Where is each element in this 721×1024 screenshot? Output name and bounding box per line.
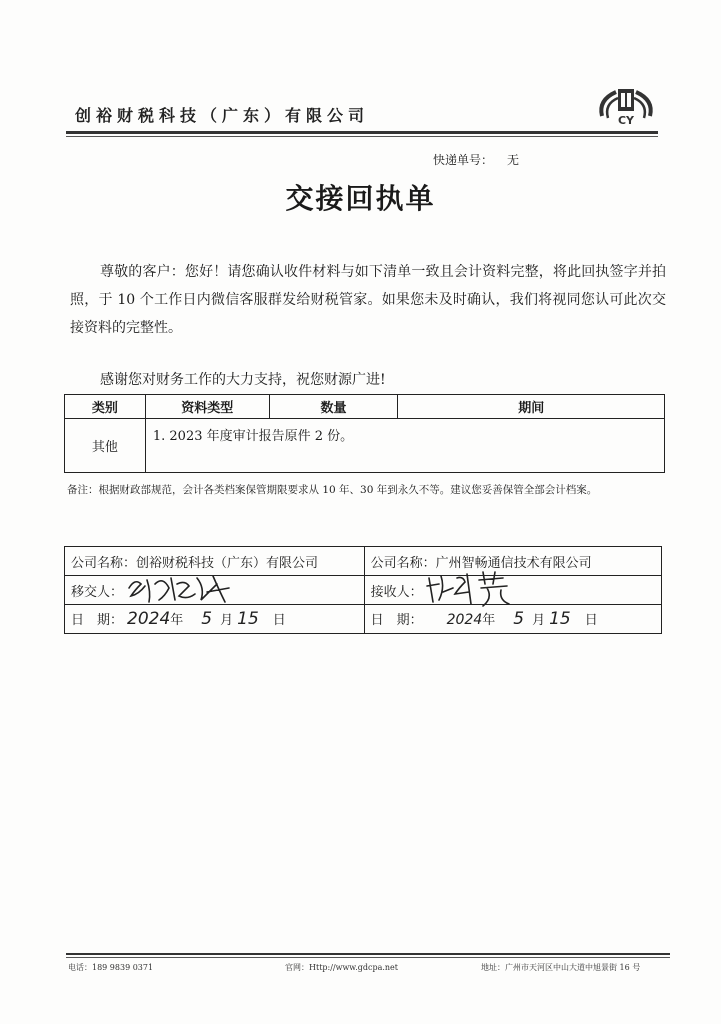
sender-signature (125, 570, 235, 608)
footer-website: 官网：Http://www.gdcpa.net (285, 963, 399, 972)
tracking-label: 快递单号： (433, 153, 494, 167)
tracking-value: 无 (507, 153, 520, 167)
receiver-company-cell (364, 547, 661, 576)
thanks-line: 感谢您对财务工作的大力支持，祝您财源广进! (100, 372, 386, 388)
header-period: 期间 (398, 395, 665, 419)
company-header-name: 创裕财税科技（广东）有限公司 (75, 106, 370, 125)
document-title: 交接回执单 (285, 182, 436, 215)
receiver-person-cell (364, 576, 661, 605)
header-rule-thin (66, 136, 658, 137)
date-label: 日 期： (71, 613, 124, 628)
sender-date-day: 15 (237, 609, 259, 629)
tracking-number (433, 151, 519, 168)
materials-table (64, 394, 665, 473)
footer-address: 地址：广州市天河区中山大道中旭景街 16 号 (481, 963, 641, 972)
company-logo (594, 86, 658, 130)
receiver-company: 广州智畅通信技术有限公司 (435, 555, 592, 571)
header-material-type: 资料类型 (145, 395, 269, 419)
company-label: 公司名称： (370, 555, 436, 571)
year-suffix: 年 (170, 613, 184, 628)
sender-person-cell (65, 576, 365, 605)
day-suffix: 日 (584, 613, 598, 628)
greeting-paragraph: 尊敬的客户：您好！请您确认收件材料与如下清单一致且会计资料完整，将此回执签字并拍照，于 10 个工作日内微信客服群发给财税管家。如果您未及时确认，我们将视同您认可此次交接资料的完整性。 (70, 264, 666, 336)
year-suffix: 年 (482, 613, 496, 628)
header-quantity: 数量 (269, 395, 398, 419)
sender-company: 创裕财税科技（广东）有限公司 (136, 555, 319, 571)
handover-table (64, 546, 662, 634)
header-rule (66, 131, 658, 134)
date-label: 日 期： (370, 613, 423, 628)
company-label: 公司名称： (71, 555, 137, 571)
note: 备注：根据财政部规范，会计各类档案保管期限要求从 10 年、30 年到永久不等。建议您妥善保管全部会计档案。 (67, 484, 598, 496)
receiver-label: 接收人： (370, 584, 423, 600)
table-header-row (65, 395, 665, 419)
month-suffix: 月 (220, 613, 234, 628)
table-row (65, 419, 665, 473)
row-items: 1. 2023 年度审计报告原件 2 份。 (145, 419, 664, 473)
footer-rule-thin (66, 957, 670, 958)
row-category: 其他 (65, 419, 146, 473)
footer-phone: 电话：189 9839 0371 (68, 963, 154, 972)
footer-rule (66, 953, 670, 955)
svg-text:CY: CY (617, 114, 635, 127)
day-suffix: 日 (272, 613, 286, 628)
receiver-date-year: 2024 (446, 612, 483, 628)
header-category: 类别 (65, 395, 146, 419)
sender-date-year: 2024 (127, 609, 171, 629)
sender-label: 移交人： (71, 584, 124, 600)
sender-company-cell (65, 547, 365, 576)
receiver-date-month: 5 (513, 609, 525, 629)
month-suffix: 月 (532, 613, 546, 628)
receiver-date-cell (364, 605, 661, 634)
sender-date-cell (65, 605, 365, 634)
receiver-date-day: 15 (549, 609, 571, 629)
sender-date-month: 5 (201, 609, 213, 629)
